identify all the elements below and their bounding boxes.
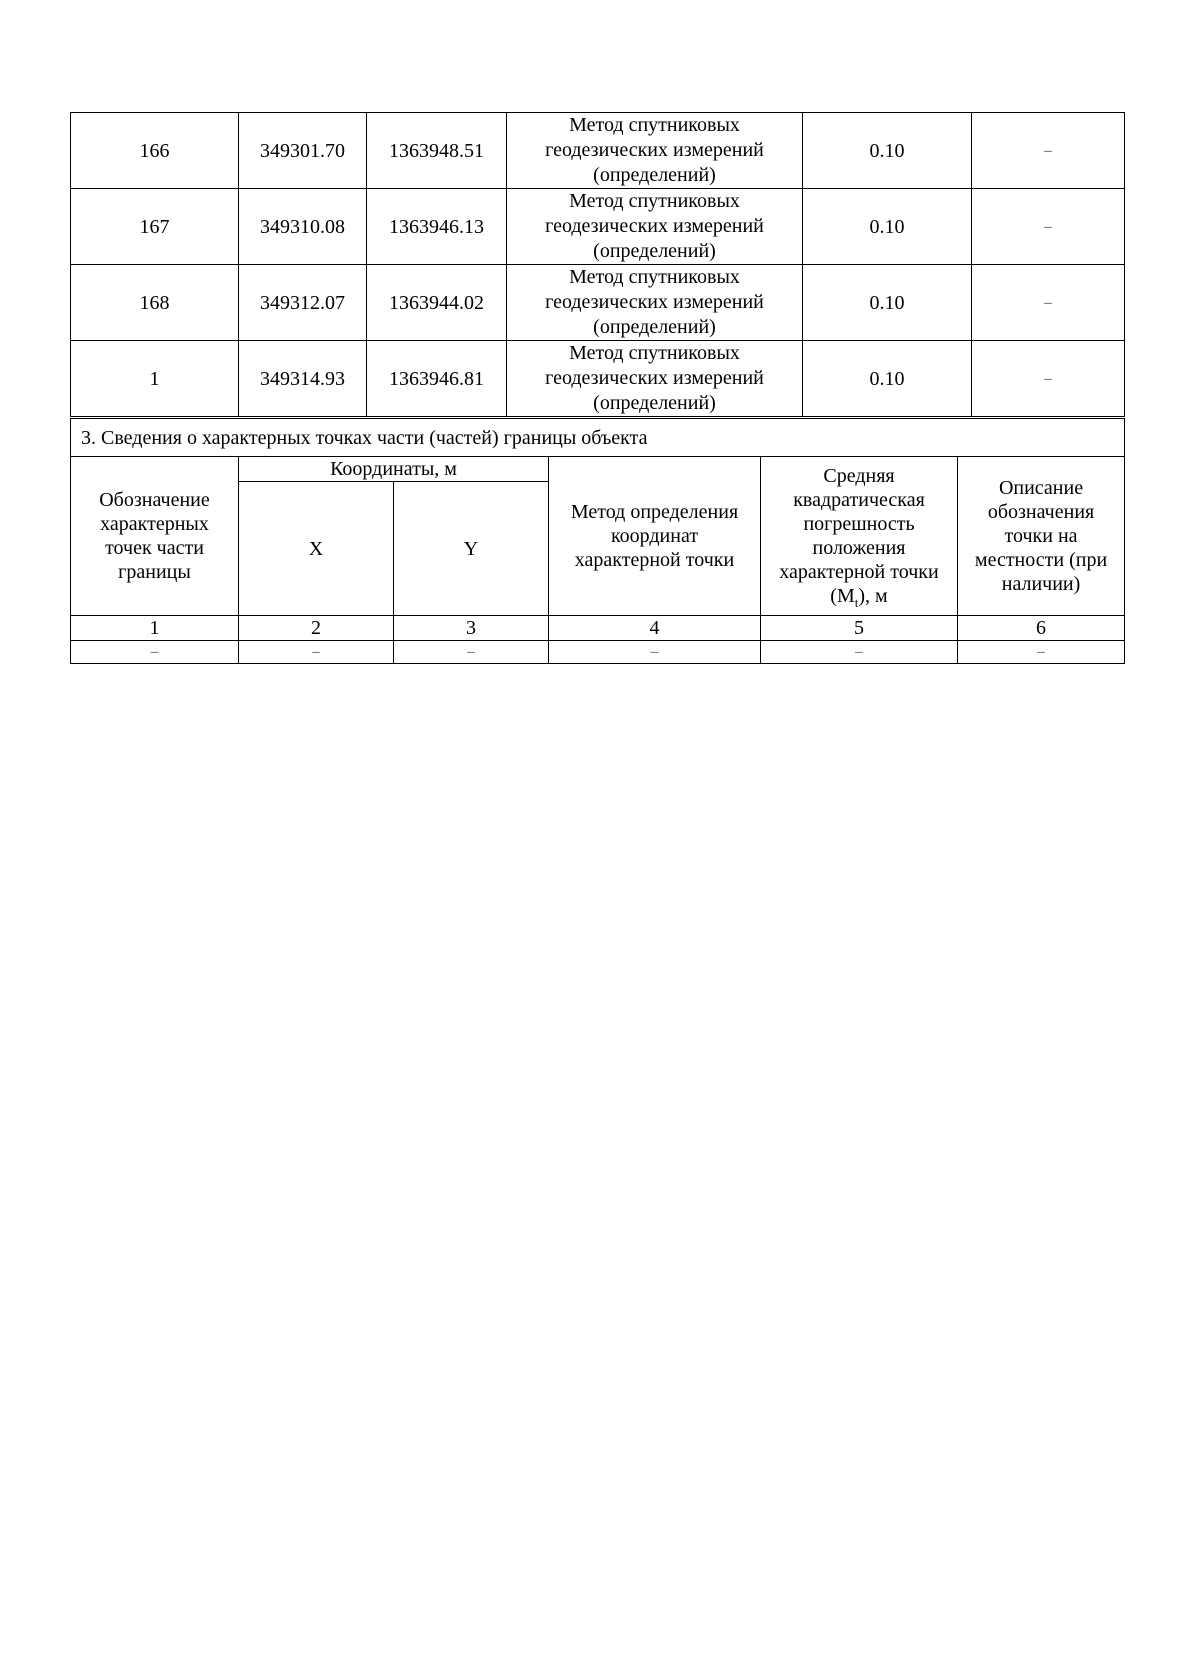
- column-number: 1: [71, 616, 239, 641]
- method-line: (определений): [593, 392, 716, 414]
- method-cell: [507, 265, 803, 341]
- empty-cell: –: [549, 641, 761, 664]
- header-line: характерных: [100, 513, 209, 535]
- method-line: геодезических измерений: [545, 367, 764, 389]
- header-line: местности (при: [974, 549, 1108, 571]
- header-x: X: [239, 482, 394, 616]
- method-line: (определений): [593, 316, 716, 338]
- empty-cell: –: [394, 641, 549, 664]
- method-line: геодезических измерений: [545, 139, 764, 161]
- header-line: характерной точки: [574, 549, 735, 571]
- column-number: 5: [761, 616, 958, 641]
- part-boundary-points-table: [70, 418, 1125, 664]
- accuracy-cell: 0.10: [803, 113, 972, 189]
- header-line: Средняя: [823, 465, 895, 487]
- header-line: Метод определения: [570, 501, 739, 523]
- column-number: 6: [958, 616, 1125, 641]
- header-line: погрешность: [803, 513, 915, 535]
- header-line: [765, 584, 953, 608]
- description-cell: –: [972, 341, 1125, 417]
- column-number: 4: [549, 616, 761, 641]
- table-row: [71, 113, 1125, 189]
- column-numbers-row: [71, 616, 1125, 641]
- accuracy-cell: 0.10: [803, 265, 972, 341]
- description-cell: –: [972, 265, 1125, 341]
- header-method: [549, 457, 761, 616]
- y-coordinate-cell: 1363946.13: [367, 189, 507, 265]
- header-line: Обозначение: [99, 489, 210, 511]
- method-line: Метод спутниковых: [569, 266, 740, 288]
- y-coordinate-cell: 1363948.51: [367, 113, 507, 189]
- header-line: наличии): [1001, 573, 1081, 595]
- point-number-cell: 168: [71, 265, 239, 341]
- column-number: 2: [239, 616, 394, 641]
- header-line: границы: [118, 561, 191, 583]
- empty-cell: –: [958, 641, 1125, 664]
- table-row: [71, 265, 1125, 341]
- method-line: геодезических измерений: [545, 215, 764, 237]
- header-line: Описание: [998, 477, 1084, 499]
- characteristic-points-table: [70, 112, 1125, 417]
- method-line: (определений): [593, 240, 716, 262]
- x-coordinate-cell: 349310.08: [239, 189, 367, 265]
- header-line: квадратическая: [793, 489, 925, 511]
- header-point-designation: [71, 457, 239, 616]
- header-description: [958, 457, 1125, 616]
- accuracy-symbol-prefix: (M: [830, 585, 855, 607]
- header-line: точки на: [1004, 525, 1078, 547]
- column-number: 3: [394, 616, 549, 641]
- empty-cell: –: [71, 641, 239, 664]
- method-line: (определений): [593, 164, 716, 186]
- header-row: [71, 457, 1125, 482]
- method-cell: [507, 113, 803, 189]
- table-row: [71, 341, 1125, 417]
- method-line: Метод спутниковых: [569, 190, 740, 212]
- header-y: Y: [394, 482, 549, 616]
- accuracy-cell: 0.10: [803, 189, 972, 265]
- header-line: координат: [610, 525, 699, 547]
- header-coordinates: Координаты, м: [239, 457, 549, 482]
- method-cell: [507, 341, 803, 417]
- y-coordinate-cell: 1363946.81: [367, 341, 507, 417]
- point-number-cell: 167: [71, 189, 239, 265]
- x-coordinate-cell: 349301.70: [239, 113, 367, 189]
- empty-cell: –: [239, 641, 394, 664]
- accuracy-cell: 0.10: [803, 341, 972, 417]
- accuracy-symbol-subscript: t: [854, 595, 859, 610]
- method-line: Метод спутниковых: [569, 114, 740, 136]
- description-cell: –: [972, 113, 1125, 189]
- header-accuracy: [761, 457, 958, 616]
- accuracy-symbol-suffix: ), м: [858, 585, 888, 607]
- x-coordinate-cell: 349314.93: [239, 341, 367, 417]
- y-coordinate-cell: 1363944.02: [367, 265, 507, 341]
- section-title: 3. Сведения о характерных точках части (частей) границы объекта: [71, 419, 1125, 457]
- header-line: характерной точки: [779, 561, 939, 583]
- section-title-row: [71, 419, 1125, 457]
- header-line: положения: [812, 537, 906, 559]
- table-row: [71, 189, 1125, 265]
- table-row: [71, 641, 1125, 664]
- method-line: геодезических измерений: [545, 291, 764, 313]
- method-cell: [507, 189, 803, 265]
- header-line: обозначения: [987, 501, 1095, 523]
- point-number-cell: 166: [71, 113, 239, 189]
- method-line: Метод спутниковых: [569, 342, 740, 364]
- description-cell: –: [972, 189, 1125, 265]
- x-coordinate-cell: 349312.07: [239, 265, 367, 341]
- header-line: точек части: [105, 537, 204, 559]
- empty-cell: –: [761, 641, 958, 664]
- point-number-cell: 1: [71, 341, 239, 417]
